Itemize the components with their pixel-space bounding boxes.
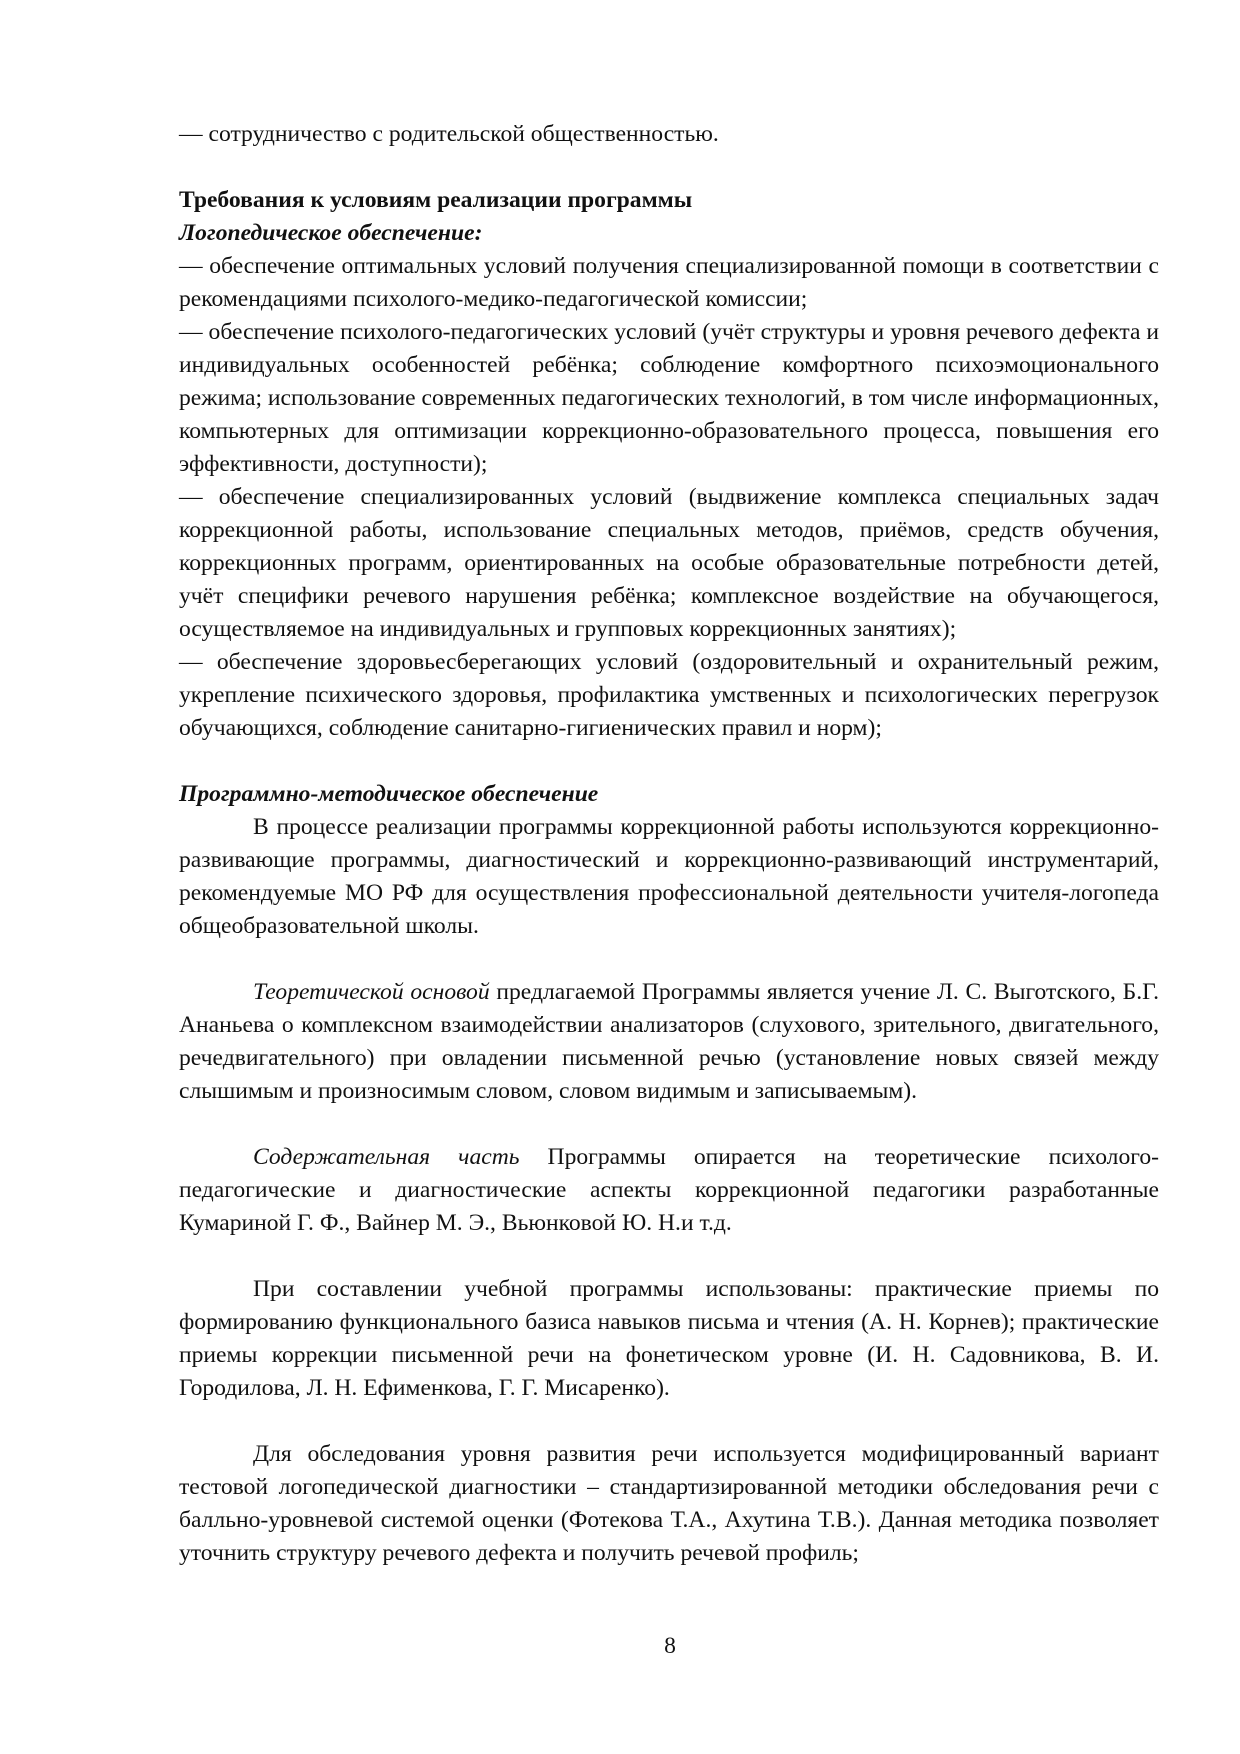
section-heading: Требования к условиям реализации программы [179, 187, 693, 213]
theory-emphasis: Теоретической основой [253, 979, 490, 1005]
content-part-text: Программы опирается на теоретические психолого-педагогические и диагностические аспекты коррекционной педагогики разработанные Кумариной Г. Ф., Вайнер М. Э., Вьюнковой Ю. Н.и т.д. [179, 1144, 1159, 1236]
speech-support-item-4: — обеспечение здоровьесберегающих условий (оздоровительный и охранительный режим, укрепление психического здоровья, профилактика умственных и психологических перегрузок обучающихся, соблюдение санитарно-гигиенических правил и норм); [179, 649, 1159, 741]
document-page [179, 118, 1159, 1570]
spacer [179, 1405, 1159, 1438]
spacer [179, 943, 1159, 976]
page-number: 8 [664, 1633, 676, 1659]
speech-support-heading: Логопедическое обеспечение: [179, 220, 483, 246]
content-part-emphasis: Содержательная часть [253, 1144, 520, 1170]
intro-list-item: — сотрудничество с родительской общественностью. [179, 121, 719, 147]
diagnostics-paragraph: Для обследования уровня развития речи используется модифицированный вариант тестовой логопедической диагностики – стандартизированной методики обследования речи с балльно-уровневой системой оценки (Фотекова Т.А., Ахутина Т.В.). Данная методика позволяет уточнить структуру речевого дефекта и получить речевой профиль; [179, 1441, 1159, 1566]
spacer [179, 151, 1159, 184]
spacer [179, 1108, 1159, 1141]
theory-paragraph [179, 976, 1159, 1108]
methodical-support-heading: Программно-методическое обеспечение [179, 781, 599, 807]
speech-support-item-3: — обеспечение специализированных условий (выдвижение комплекса специальных задач коррекционной работы, использование специальных методов, приёмов, средств обучения, коррекционных программ, ориентированных на особые образовательные потребности детей, учёт специфики речевого нарушения ребёнка; комплексное воздействие на обучающегося, осуществляемое на индивидуальных и групповых коррекционных занятиях); [179, 484, 1159, 642]
content-part-paragraph [179, 1141, 1159, 1240]
speech-support-item-1: — обеспечение оптимальных условий получения специализированной помощи в соответствии с рекомендациями психолого-медико-педагогической комиссии; [179, 253, 1159, 312]
theory-text: предлагаемой Программы является учение Л. С. Выготского, Б.Г. Ананьева о комплексном взаимодействии анализаторов (слухового, зрительного, двигательного, речедвигательного) при овладении письменной речью (установление новых связей между слышимым и произносимым словом, словом видимым и записываемым). [179, 979, 1159, 1104]
speech-support-item-2: — обеспечение психолого-педагогических условий (учёт структуры и уровня речевого дефекта и индивидуальных особенностей ребёнка; соблюдение комфортного психоэмоционального режима; использование современных педагогических технологий, в том числе информационных, компьютерных для оптимизации коррекционно-образовательного процесса, повышения его эффективности, доступности); [179, 319, 1159, 477]
spacer [179, 745, 1159, 778]
spacer [179, 1240, 1159, 1273]
sources-paragraph: При составлении учебной программы использованы: практические приемы по формированию функционального базиса навыков письма и чтения (А. Н. Корнев); практические приемы коррекции письменной речи на фонетическом уровне (И. Н. Садовникова, В. И. Городилова, Л. Н. Ефименкова, Г. Г. Мисаренко). [179, 1276, 1159, 1401]
methodical-support-paragraph: В процессе реализации программы коррекционной работы используются коррекционно-развивающие программы, диагностический и коррекционно-развивающий инструментарий, рекомендуемые МО РФ для осуществления профессиональной деятельности учителя-логопеда общеобразовательной школы. [179, 814, 1159, 939]
